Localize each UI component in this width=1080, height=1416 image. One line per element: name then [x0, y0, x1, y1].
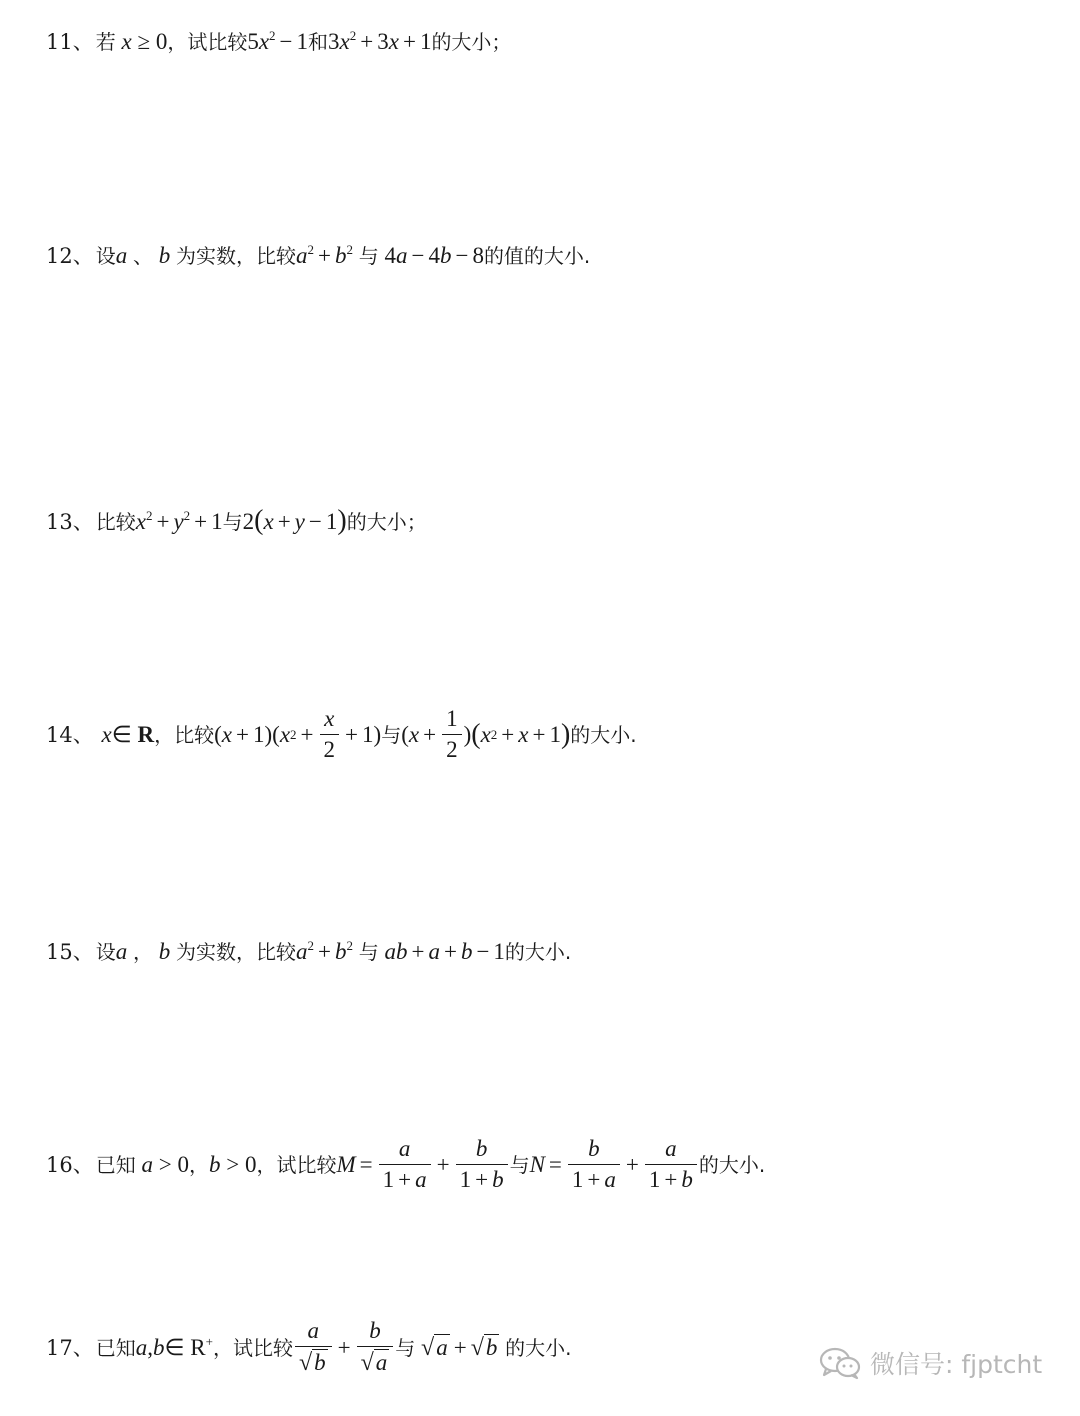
problem-text: 与	[358, 244, 379, 268]
problem-text: 与	[358, 940, 379, 964]
problem-number: 15、	[46, 940, 94, 964]
math-expression: $a^2 + b^2$	[295, 242, 353, 268]
math-expression: ( x + $\frac{1}{2}$ ) ( x 2 + x + 1 )	[401, 706, 571, 762]
problem-text: 的大小；	[346, 510, 427, 534]
problem-number: 14、	[46, 722, 94, 747]
problem-number: 17、	[46, 1335, 94, 1360]
problem-text: 的大小.	[698, 1152, 766, 1177]
problem-text: ，比较	[154, 722, 215, 747]
problem-text: 的大小；	[431, 30, 512, 54]
problem-14	[46, 706, 637, 763]
problem-12	[46, 241, 590, 271]
math-expression: b > 0	[208, 1151, 257, 1177]
math-expression: a	[115, 243, 128, 268]
math-expression: a,b∈ R+	[135, 1333, 213, 1360]
math-expression: $a^2 + b^2$	[295, 938, 353, 964]
math-expression: $5x^2 - 1$	[247, 28, 309, 54]
problem-text: 的大小.	[505, 1335, 572, 1360]
problem-text: 与	[395, 1335, 416, 1360]
math-expression: N = $\frac{b}{1 + a}$ + $\frac{a}{1 + b}$	[530, 1136, 699, 1193]
problem-16	[46, 1136, 765, 1193]
problem-text: 为实数，比较	[175, 244, 296, 268]
problem-text: 设	[95, 940, 116, 964]
problem-text: 的大小.	[504, 940, 572, 964]
problem-number: 13、	[46, 510, 94, 534]
problem-number: 12、	[46, 244, 94, 268]
problem-text: 比较	[95, 510, 136, 534]
math-expression: ( x + 1)( x 2 + $\frac{x}{2}$ + 1)	[214, 706, 382, 762]
problem-text: 、	[132, 244, 153, 268]
problem-text: 与	[222, 510, 243, 534]
problem-text: ，试比较	[256, 1152, 337, 1177]
math-expression: x ≥ 0	[121, 29, 168, 54]
math-expression: a > 0	[141, 1151, 189, 1177]
math-expression: ab + a + b − 1	[384, 939, 505, 964]
problem-text: 为实数，比较	[175, 940, 296, 964]
math-expression: $x^2 + y^2 + 1$	[135, 508, 223, 534]
problem-13	[46, 507, 427, 537]
math-expression: 2(x + y − 1)	[242, 505, 347, 536]
math-expression: x∈ R	[101, 721, 155, 747]
math-expression: b	[158, 939, 171, 964]
math-expression: b	[158, 243, 171, 268]
problem-number: 16、	[46, 1152, 94, 1177]
problem-11	[46, 27, 511, 57]
math-expression: M = $\frac{a}{1 + a}$ + $\frac{b}{1 + b}$	[336, 1136, 509, 1193]
problem-text: ，	[132, 940, 153, 964]
problem-text: 和	[308, 30, 329, 54]
problem-text: ，试比较	[167, 30, 248, 54]
watermark-text: 微信号: fjptcht	[870, 1350, 1043, 1379]
problem-text: 若	[95, 30, 116, 54]
problem-text: 与	[509, 1152, 530, 1177]
problem-text: 的值的大小.	[483, 244, 591, 268]
problem-text: ，	[188, 1152, 209, 1177]
problem-17	[46, 1318, 571, 1377]
math-expression: a	[115, 939, 128, 964]
problem-text: 已知	[95, 1335, 136, 1360]
problem-number: 11、	[46, 30, 94, 54]
math-expression: 4a − 4b − 8	[378, 243, 484, 268]
problem-text: 的大小.	[570, 722, 637, 747]
watermark	[818, 1345, 1042, 1381]
math-expression: a √ b + b √ a	[293, 1318, 395, 1377]
math-expression: √ a + √ b	[421, 1334, 498, 1361]
problem-text: 设	[95, 244, 116, 268]
math-expression: $3x^2 + 3x + 1$	[328, 28, 432, 54]
problem-text: ，试比较	[212, 1335, 293, 1360]
problem-15	[46, 937, 571, 967]
problem-text: 已知	[95, 1152, 136, 1177]
wechat-icon	[818, 1346, 862, 1380]
problem-text: 与	[381, 722, 402, 747]
